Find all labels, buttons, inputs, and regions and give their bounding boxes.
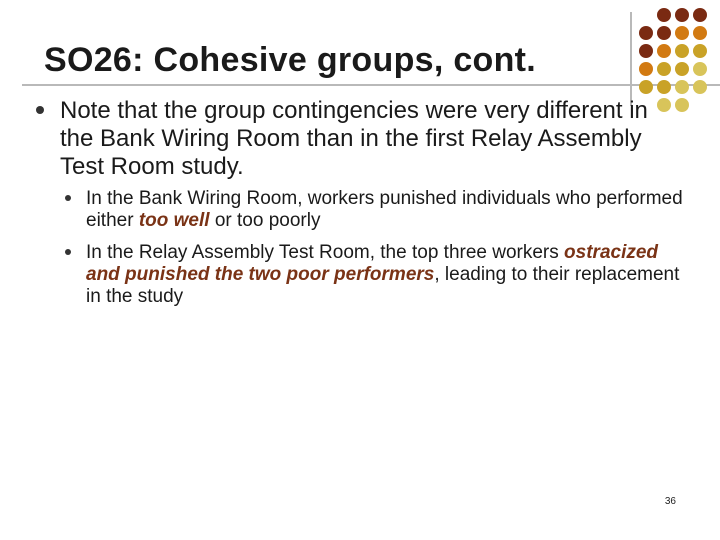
decorative-dot (639, 44, 653, 58)
decorative-dot (675, 8, 689, 22)
decorative-dot (657, 26, 671, 40)
decorative-dot (693, 80, 707, 94)
sub-bullet-1-pre: In the Bank Wiring Room, workers punished individuals who performed either (86, 188, 683, 231)
horizontal-divider (22, 84, 720, 86)
sub-bullet-1 (86, 188, 686, 232)
sub-bullet-dot-1 (65, 195, 71, 201)
decorative-dot (693, 44, 707, 58)
decorative-dot (657, 8, 671, 22)
sub-bullet-2-emphasis: ostracized and punished the two poor performers (86, 242, 659, 285)
sub-bullet-1-emphasis: too well (138, 210, 210, 231)
sub-bullet-1-post: or too poorly (209, 210, 321, 231)
decorative-dot (657, 44, 671, 58)
decorative-dot (693, 26, 707, 40)
slide-title: SO26: Cohesive groups, cont. (44, 41, 537, 79)
decorative-dot (675, 26, 689, 40)
sub-bullet-2 (86, 242, 686, 308)
decorative-dot (639, 26, 653, 40)
page-number: 36 (664, 496, 676, 507)
decorative-dot (657, 80, 671, 94)
decorative-dot (693, 8, 707, 22)
main-bullet-dot (36, 106, 44, 114)
decorative-dot (675, 44, 689, 58)
main-bullet-text: Note that the group contingencies were very different in the Bank Wiring Room than in the first Relay Assembly Test Room study. (60, 97, 648, 180)
decorative-dot (675, 62, 689, 76)
sub-bullet-2-pre: In the Relay Assembly Test Room, the top three workers (86, 242, 565, 263)
vertical-divider (630, 12, 632, 106)
sub-bullet-dot-2 (65, 249, 71, 255)
decorative-dot (639, 80, 653, 94)
decorative-dot (639, 62, 653, 76)
decorative-dot (693, 62, 707, 76)
decorative-dot (657, 62, 671, 76)
decorative-dot (675, 80, 689, 94)
sub-bullet-2-post: , leading to their replacement in the study (86, 264, 680, 307)
